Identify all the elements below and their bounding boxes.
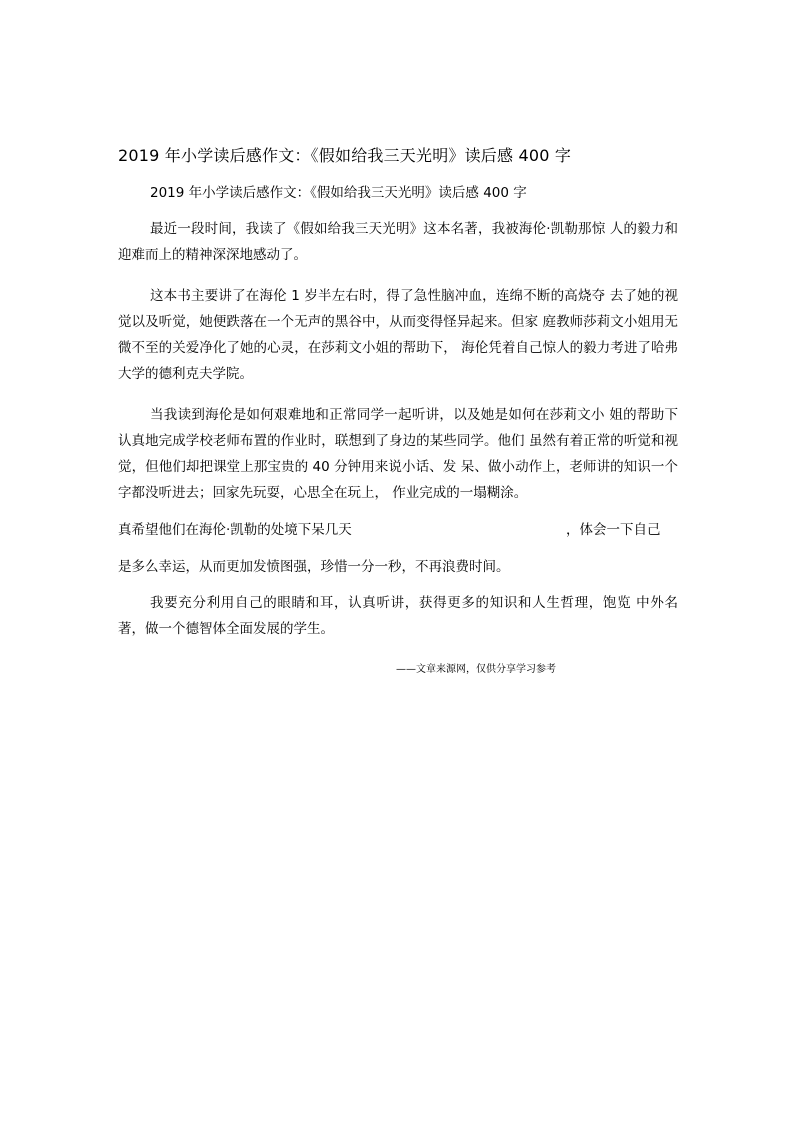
paragraph-2: 这本书主要讲了在海伦 1 岁半左右时，得了急性脑冲血，连绵不断的高烧夺 去了她的视觉以及听觉，她便跌落在一个无声的黑谷中，从而变得怪异起来。但家 庭教师莎莉文小姐用无微不至的关爱净化了她的心灵，在莎莉文小姐的帮助下， 海伦凭着自己惊人的毅力考进了哈弗大学的德利克夫学院。 [118,288,678,382]
paragraph-3-tail-right: ，体会一下自己 [566,522,661,538]
source-note: ——文章来源网，仅供分享学习参考 [396,664,556,675]
paragraph-3: 当我读到海伦是如何艰难地和正常同学一起听讲，以及她是如何在莎莉文小 姐的帮助下认真地完成学校老师布置的作业时，联想到了身边的某些同学。他们 虽然有着正常的听觉和视觉，但他们却把课堂上那宝贵的 40 分钟用来说小话、发 呆、做小动作上，老师讲的知识一个字都没听进去；回家先玩耍，心思全在玩上， 作业完成的一塌糊涂。 [118,407,678,501]
paragraph-4: 我要充分利用自己的眼睛和耳，认真听讲，获得更多的知识和人生哲理，饱览 中外名著，做一个德智体全面发展的学生。 [118,595,678,637]
paragraph-3-tail [118,517,678,543]
paragraph-1: 最近一段时间，我读了《假如给我三天光明》这本名著，我被海伦·凯勒那惊 人的毅力和迎难而上的精神深深地感动了。 [118,221,678,263]
document-title: 2019 年小学读后感作文：《假如给我三天光明》读后感 400 字 [118,146,572,165]
paragraph-3-tail-left: 真希望他们在海伦·凯勒的处境下呆几天 [118,522,352,538]
document-subtitle: 2019 年小学读后感作文：《假如给我三天光明》读后感 400 字 [150,185,527,201]
paragraph-3-end: 是多么幸运，从而更加发愤图强，珍惜一分一秒，不再浪费时间。 [118,559,510,575]
